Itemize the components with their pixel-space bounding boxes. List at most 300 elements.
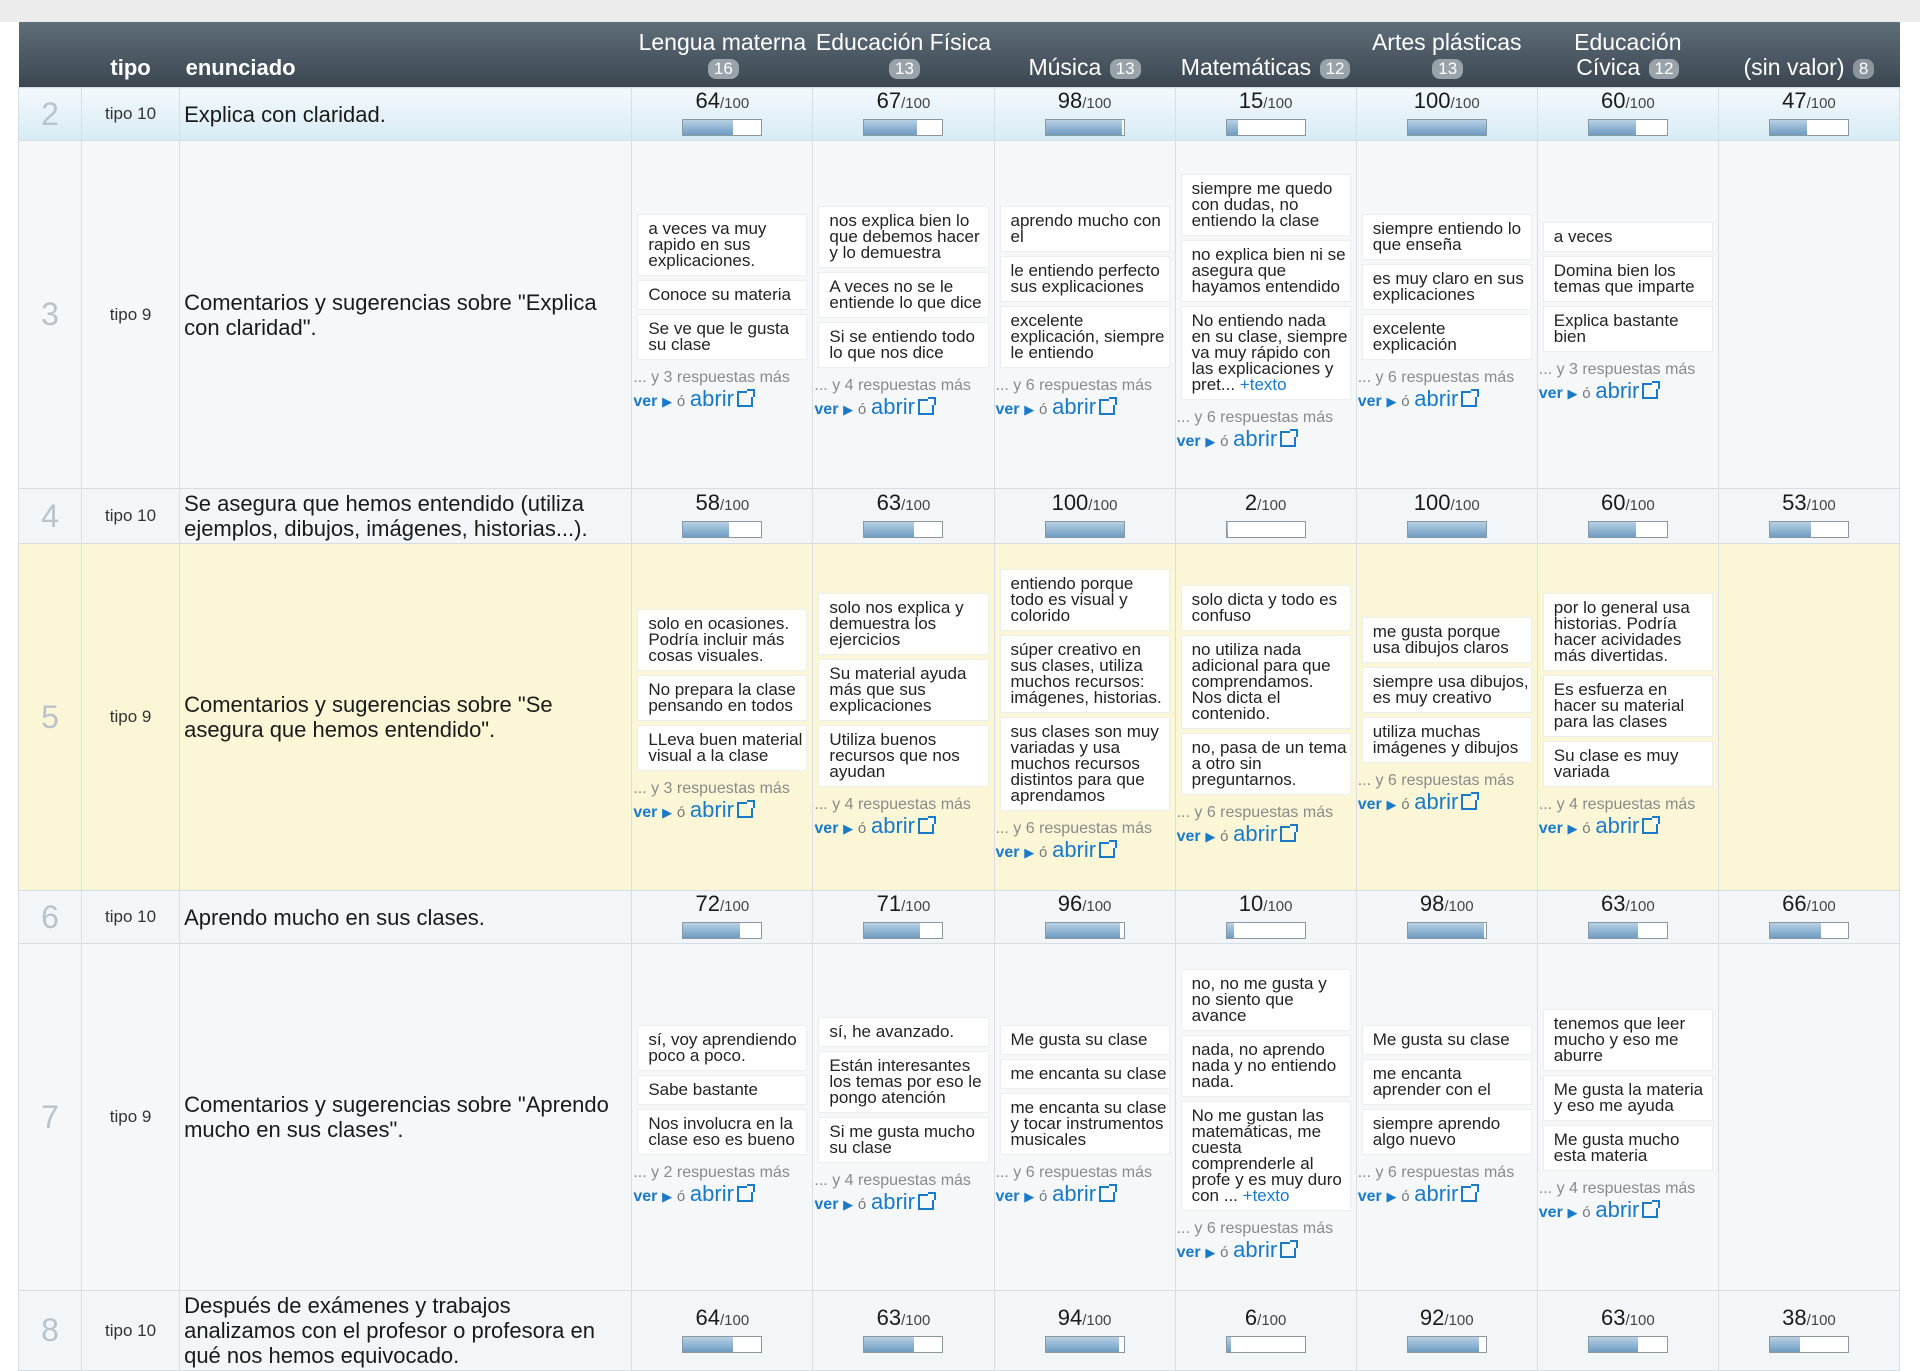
comment-text: Explica bastante bien	[1553, 311, 1679, 346]
abrir-link[interactable]: abrir	[689, 1180, 734, 1206]
comment-card	[1001, 257, 1169, 301]
comment-card	[819, 1118, 987, 1162]
score-bar	[863, 922, 943, 939]
header-subject-matematicas[interactable]	[1175, 22, 1356, 88]
comment-card	[638, 215, 806, 275]
score-number: 100	[1051, 490, 1089, 515]
score-cell	[1537, 891, 1718, 944]
header-subject-civica[interactable]	[1537, 22, 1718, 88]
comment-text: me encanta su clase y tocar instrumentos musicales	[1010, 1097, 1167, 1149]
external-link-icon[interactable]	[918, 399, 934, 415]
comment-text: siempre aprendo algo nuevo	[1372, 1113, 1501, 1149]
view-links	[1177, 427, 1356, 454]
view-links	[633, 387, 812, 414]
comment-card	[819, 273, 987, 317]
comment-text: me encanta su clase	[1010, 1063, 1167, 1083]
score-bar-fill	[864, 522, 913, 537]
comment-text: súper creativo en sus clases, utiliza muchos recursos: imágenes, historias.	[1010, 639, 1162, 707]
score-denominator: /100	[1444, 898, 1474, 915]
comments-cell	[1356, 141, 1537, 489]
play-triangle-icon[interactable]: ▶	[662, 394, 673, 409]
score-number: 71	[876, 891, 902, 916]
ver-link[interactable]: ver	[814, 401, 839, 418]
score-value	[1357, 492, 1537, 517]
abrir-link[interactable]: abrir	[1414, 1180, 1459, 1206]
score-bar-fill	[1408, 923, 1484, 938]
comment-text: LLeva buen material visual a la clase	[648, 729, 803, 765]
comment-card	[1544, 742, 1712, 786]
score-value	[995, 893, 1175, 918]
score-denominator: /100	[1257, 497, 1287, 514]
score-cell	[1718, 489, 1899, 544]
score-value	[995, 1304, 1175, 1332]
comment-text: Me gusta su clase	[1010, 1029, 1148, 1049]
header-tipo[interactable]: tipo	[82, 22, 180, 88]
ver-link[interactable]: ver	[1538, 385, 1563, 402]
ver-link[interactable]: ver	[633, 393, 658, 410]
ver-link[interactable]: ver	[1176, 433, 1201, 450]
score-bar-fill	[1589, 522, 1636, 537]
comment-card	[1182, 307, 1350, 399]
score-bar	[1769, 922, 1849, 939]
or-separator: ó	[1039, 401, 1048, 418]
header-subject-artes[interactable]	[1356, 22, 1537, 88]
header-subject-line	[1537, 55, 1718, 80]
score-denominator: /100	[1450, 497, 1480, 514]
play-triangle-icon[interactable]: ▶	[662, 804, 673, 820]
comment-text: solo en ocasiones. Podría incluir más cosas visuales.	[648, 613, 790, 665]
score-bar-fill	[683, 120, 733, 135]
comment-card	[638, 1026, 806, 1070]
score-bar-fill	[864, 120, 916, 135]
score-denominator: /100	[1450, 95, 1480, 112]
score-denominator: /100	[1082, 1311, 1112, 1329]
or-separator: ó	[1039, 843, 1048, 861]
external-link-icon[interactable]	[737, 802, 753, 818]
comment-text: Me gusta su clase	[1372, 1029, 1510, 1049]
comment-text: no utiliza nada adicional para que comprendamos. Nos dicta el contenido.	[1191, 639, 1331, 723]
more-text-link[interactable]: +texto	[1242, 1185, 1290, 1205]
header-subject-name-2: Cívica	[1576, 54, 1647, 80]
comment-text: utiliza muchas imágenes y dibujos	[1372, 721, 1519, 757]
header-enunciado[interactable]: enunciado	[180, 22, 632, 88]
table-row	[19, 944, 1900, 1291]
score-bar	[682, 521, 762, 538]
comment-card	[1363, 668, 1531, 712]
external-link-icon[interactable]	[1099, 842, 1115, 858]
abrir-link[interactable]: abrir	[1414, 386, 1459, 411]
score-cell	[1175, 489, 1356, 544]
row-tipo: tipo 9	[82, 141, 180, 489]
more-responses-count: ... y 6 respuestas más	[1357, 1163, 1515, 1181]
comment-card	[1363, 618, 1531, 662]
abrir-link[interactable]: abrir	[1233, 426, 1278, 451]
comment-card	[638, 1110, 806, 1154]
score-denominator: /100	[1806, 1311, 1836, 1329]
score-bar	[1045, 119, 1125, 136]
score-cell	[994, 1291, 1175, 1371]
comment-text: Me gusta mucho esta materia	[1553, 1129, 1680, 1165]
score-number: 92	[1419, 1304, 1445, 1330]
external-link-icon[interactable]	[1461, 794, 1477, 810]
abrir-link[interactable]: abrir	[1052, 394, 1097, 419]
play-triangle-icon[interactable]: ▶	[1205, 434, 1216, 449]
comment-text: Es esfuerza en hacer su material para las clases	[1553, 679, 1685, 731]
play-triangle-icon[interactable]: ▶	[662, 1188, 673, 1204]
comment-text: me encanta aprender con el	[1372, 1063, 1491, 1099]
play-triangle-icon[interactable]: ▶	[1024, 402, 1035, 417]
play-triangle-icon[interactable]: ▶	[1205, 1244, 1216, 1260]
score-cell	[1718, 1291, 1899, 1371]
score-value	[1357, 90, 1537, 115]
score-number: 58	[695, 490, 720, 515]
header-subject-line	[813, 55, 994, 80]
score-bar	[1769, 1336, 1849, 1353]
row-number: 2	[19, 88, 82, 141]
comments-cell	[1356, 944, 1537, 1291]
score-value	[1719, 893, 1899, 918]
header-subject-line	[1175, 55, 1356, 80]
external-link-icon[interactable]	[1280, 826, 1296, 842]
view-links	[814, 814, 993, 841]
abrir-link[interactable]: abrir	[1233, 1236, 1278, 1262]
score-bar	[863, 119, 943, 136]
row-enunciado: Se asegura que hemos entendido (utiliza ejemplos, dibujos, imágenes, historias...).	[180, 489, 632, 544]
table-row	[19, 544, 1900, 891]
comment-text: nos explica bien lo que debemos hacer y lo demuestra	[829, 211, 980, 262]
comment-text: nada, no aprendo nada y no entiendo nada.	[1191, 1039, 1337, 1091]
header-subject-sin-valor[interactable]	[1718, 22, 1899, 88]
response-count-badge: 13	[1432, 59, 1463, 79]
score-cell	[632, 891, 813, 944]
comment-card	[1544, 1126, 1712, 1170]
row-tipo: tipo 9	[82, 544, 180, 891]
comment-text: solo nos explica y demuestra los ejercicios	[829, 597, 964, 649]
score-bar	[1588, 119, 1668, 136]
comment-card	[1001, 1026, 1169, 1054]
row-enunciado: Después de exámenes y trabajos analizamos con el profesor o profesora en qué nos hemos equivocado.	[180, 1291, 632, 1371]
ver-link[interactable]: ver	[1176, 827, 1201, 845]
more-responses-count: ... y 6 respuestas más	[1176, 1219, 1334, 1237]
score-bar-fill	[1770, 1337, 1800, 1352]
score-value	[995, 492, 1175, 517]
header-subject-name: Música	[1028, 54, 1108, 80]
comment-text: siempre entiendo lo que enseña	[1372, 219, 1522, 254]
ver-link[interactable]: ver	[1176, 1243, 1201, 1261]
play-triangle-icon[interactable]: ▶	[1024, 844, 1035, 860]
comment-card	[1182, 636, 1350, 728]
score-denominator: /100	[720, 898, 750, 915]
abrir-link[interactable]: abrir	[689, 386, 734, 411]
comment-text: sí, he avanzado.	[829, 1021, 955, 1041]
header-subject-name: Lengua materna	[638, 29, 807, 55]
score-number: 38	[1782, 1304, 1807, 1330]
external-link-icon[interactable]	[737, 391, 753, 407]
row-number: 8	[19, 1291, 82, 1371]
more-responses-count: ... y 6 respuestas más	[995, 819, 1153, 837]
view-links	[1177, 822, 1356, 849]
external-link-icon[interactable]	[1280, 431, 1296, 447]
play-triangle-icon[interactable]: ▶	[1386, 1188, 1397, 1204]
table-row	[19, 1291, 1900, 1371]
score-number: 96	[1057, 891, 1083, 916]
response-count-badge: 12	[1649, 59, 1680, 79]
comment-text: Utiliza buenos recursos que nos ayudan	[829, 729, 960, 781]
comment-text: No prepara la clase pensando en todos	[648, 679, 796, 715]
comment-card	[638, 726, 806, 770]
response-count-badge: 8	[1853, 59, 1874, 79]
comment-card	[1001, 1094, 1169, 1154]
play-triangle-icon[interactable]: ▶	[1205, 828, 1216, 844]
comment-text: no explica bien ni se asegura que hayamos entendido	[1191, 245, 1346, 296]
abrir-link[interactable]: abrir	[1414, 788, 1459, 814]
score-denominator: /100	[1625, 898, 1655, 915]
score-cell	[813, 88, 994, 141]
abrir-link[interactable]: abrir	[870, 394, 915, 419]
row-enunciado: Aprendo mucho en sus clases.	[180, 891, 632, 944]
score-bar	[1226, 1336, 1306, 1353]
table-row	[19, 489, 1900, 544]
external-link-icon[interactable]	[1461, 391, 1477, 407]
comments-cell	[813, 544, 994, 891]
comments-cell	[632, 141, 813, 489]
external-link-icon[interactable]	[1280, 1242, 1296, 1258]
score-bar	[1407, 119, 1487, 136]
more-responses-count: ... y 6 respuestas más	[995, 1163, 1153, 1181]
header-subject-name: (sin valor)	[1743, 54, 1851, 80]
comment-text: Si se entiendo todo lo que nos dice	[829, 327, 975, 362]
score-cell	[813, 1291, 994, 1371]
comment-text: Nos involucra en la clase eso es bueno	[648, 1113, 795, 1149]
score-denominator: /100	[720, 1311, 750, 1329]
or-separator: ó	[1039, 1187, 1048, 1205]
row-enunciado: Explica con claridad.	[180, 88, 632, 141]
score-cell	[1537, 489, 1718, 544]
external-link-icon[interactable]	[1461, 1186, 1477, 1202]
more-responses-count: ... y 4 respuestas más	[814, 795, 971, 813]
view-links	[1358, 1182, 1537, 1209]
ver-link[interactable]: ver	[1538, 1203, 1563, 1221]
ver-link[interactable]: ver	[1357, 393, 1382, 410]
more-responses-count: ... y 6 respuestas más	[995, 377, 1153, 394]
comment-text: siempre usa dibujos, es muy creativo	[1372, 671, 1529, 707]
ver-link[interactable]: ver	[995, 1187, 1020, 1205]
view-links	[1177, 1238, 1356, 1265]
more-responses-count: ... y 4 respuestas más	[1538, 1179, 1696, 1197]
comment-card	[1544, 594, 1712, 670]
score-bar	[682, 119, 762, 136]
abrir-link[interactable]: abrir	[689, 796, 734, 822]
play-triangle-icon[interactable]: ▶	[1386, 394, 1397, 409]
or-separator: ó	[1401, 393, 1410, 410]
external-link-icon[interactable]	[1642, 383, 1658, 399]
ver-link[interactable]: ver	[633, 803, 658, 821]
play-triangle-icon[interactable]: ▶	[843, 1196, 854, 1212]
score-denominator: /100	[1082, 95, 1112, 112]
header-subject-line	[1718, 55, 1899, 80]
comment-card	[1363, 215, 1531, 259]
score-bar-fill	[1046, 1337, 1119, 1352]
comment-card	[819, 726, 987, 786]
play-triangle-icon[interactable]: ▶	[1567, 820, 1578, 836]
score-denominator: /100	[1806, 898, 1836, 915]
score-bar-fill	[1589, 1337, 1638, 1352]
score-number: 66	[1782, 891, 1807, 916]
score-number: 100	[1413, 490, 1451, 515]
comments-cell	[994, 141, 1175, 489]
comment-text: es muy claro en sus explicaciones	[1372, 269, 1524, 304]
score-bar-fill	[683, 1337, 733, 1352]
comment-text: Están interesantes los temas por eso le pongo atención	[829, 1055, 982, 1107]
score-cell	[632, 88, 813, 141]
header-row	[19, 22, 1900, 88]
score-bar-fill	[1408, 1337, 1480, 1352]
comment-text: No entiendo nada en su clase, siempre va muy rápido con las explicaciones y pret...	[1191, 311, 1348, 394]
comment-text: le entiendo perfecto sus explicaciones	[1010, 261, 1160, 296]
score-cell	[1356, 489, 1537, 544]
score-bar	[1407, 1336, 1487, 1353]
comment-card	[1001, 636, 1169, 712]
ver-link[interactable]: ver	[633, 1187, 658, 1205]
row-number: 6	[19, 891, 82, 944]
score-cell	[1718, 88, 1899, 141]
header-subject-line	[632, 55, 813, 80]
score-bar	[1045, 521, 1125, 538]
external-link-icon[interactable]	[1099, 399, 1115, 415]
view-links	[1539, 1198, 1718, 1225]
abrir-link[interactable]: abrir	[1595, 378, 1640, 403]
score-denominator: /100	[1806, 497, 1836, 514]
external-link-icon[interactable]	[737, 1186, 753, 1202]
score-value	[1719, 1304, 1899, 1332]
ver-link[interactable]: ver	[814, 1195, 839, 1213]
score-value	[813, 1304, 993, 1332]
score-value	[995, 90, 1175, 115]
abrir-link[interactable]: abrir	[1233, 820, 1278, 846]
ver-link[interactable]: ver	[1538, 819, 1563, 837]
more-text-link[interactable]: +texto	[1239, 375, 1287, 394]
comment-card	[1544, 1010, 1712, 1070]
comment-card	[1001, 307, 1169, 367]
score-value	[813, 90, 993, 115]
header-subject-lengua[interactable]	[632, 22, 813, 88]
score-cell	[1537, 88, 1718, 141]
external-link-icon[interactable]	[1642, 818, 1658, 834]
row-tipo: tipo 10	[82, 1291, 180, 1371]
header-subject-educacion-fisica[interactable]	[813, 22, 994, 88]
comment-text: Me gusta la materia y eso me ayuda	[1553, 1079, 1704, 1115]
comment-card	[1544, 223, 1712, 251]
or-separator: ó	[1401, 795, 1410, 813]
external-link-icon[interactable]	[1642, 1202, 1658, 1218]
play-triangle-icon[interactable]: ▶	[1024, 1188, 1035, 1204]
ver-link[interactable]: ver	[995, 843, 1020, 861]
score-bar-fill	[1046, 120, 1122, 135]
comment-card	[1001, 207, 1169, 251]
ver-link[interactable]: ver	[1357, 1187, 1382, 1205]
score-bar	[1407, 521, 1487, 538]
row-enunciado: Comentarios y sugerencias sobre "Explica con claridad".	[180, 141, 632, 489]
ver-link[interactable]: ver	[814, 819, 839, 837]
header-subject-name: Matemáticas	[1180, 54, 1318, 80]
score-bar-fill	[1770, 923, 1821, 938]
view-links	[996, 838, 1175, 865]
score-bar-fill	[1227, 1337, 1232, 1352]
score-bar	[1226, 922, 1306, 939]
external-link-icon[interactable]	[918, 1194, 934, 1210]
score-cell	[1718, 891, 1899, 944]
score-number: 72	[695, 891, 720, 916]
more-responses-count: ... y 4 respuestas más	[1538, 795, 1696, 813]
score-value	[1719, 492, 1899, 517]
abrir-link[interactable]: abrir	[870, 1188, 915, 1214]
comment-card	[1363, 315, 1531, 359]
comments-cell	[1718, 944, 1899, 1291]
ver-link[interactable]: ver	[1357, 795, 1382, 813]
comment-card	[638, 281, 806, 309]
comments-cell	[1537, 141, 1718, 489]
comments-cell	[813, 141, 994, 489]
play-triangle-icon[interactable]: ▶	[1567, 386, 1578, 401]
score-number: 47	[1782, 88, 1807, 113]
row-number: 5	[19, 544, 82, 891]
comments-cell	[994, 944, 1175, 1291]
score-value	[1176, 1304, 1356, 1332]
score-bar-fill	[1227, 522, 1229, 537]
external-link-icon[interactable]	[918, 818, 934, 834]
comment-card	[1182, 586, 1350, 630]
comment-card	[1182, 970, 1350, 1030]
abrir-link[interactable]: abrir	[1052, 836, 1097, 862]
play-triangle-icon[interactable]: ▶	[843, 402, 854, 417]
play-triangle-icon[interactable]: ▶	[1567, 1204, 1578, 1220]
table-row	[19, 88, 1900, 141]
play-triangle-icon[interactable]: ▶	[843, 820, 854, 836]
row-number: 4	[19, 489, 82, 544]
score-bar-fill	[1770, 120, 1807, 135]
score-bar	[1769, 521, 1849, 538]
abrir-link[interactable]: abrir	[1052, 1180, 1097, 1206]
comment-text: Domina bien los temas que imparte	[1553, 261, 1695, 296]
ver-link[interactable]: ver	[995, 401, 1020, 418]
row-number: 7	[19, 944, 82, 1291]
score-cell	[1175, 88, 1356, 141]
comment-text: solo dicta y todo es confuso	[1191, 589, 1338, 625]
row-tipo: tipo 10	[82, 88, 180, 141]
external-link-icon[interactable]	[1099, 1186, 1115, 1202]
results-table-container	[18, 22, 1900, 1371]
abrir-link[interactable]: abrir	[1595, 812, 1640, 838]
play-triangle-icon[interactable]: ▶	[1386, 796, 1397, 812]
abrir-link[interactable]: abrir	[1595, 1196, 1640, 1222]
comments-cell	[1537, 544, 1718, 891]
score-denominator: /100	[1625, 1311, 1655, 1329]
score-denominator: /100	[1806, 95, 1836, 112]
score-value	[1538, 90, 1718, 115]
score-value	[813, 893, 993, 918]
score-bar-fill	[864, 1337, 913, 1352]
comment-text: a veces va muy rapido en sus explicaciones.	[648, 219, 767, 270]
score-number: 53	[1782, 490, 1807, 515]
comment-text: A veces no se le entiende lo que dice	[829, 277, 982, 312]
score-cell	[1356, 88, 1537, 141]
comment-text: aprendo mucho con el	[1010, 211, 1161, 246]
abrir-link[interactable]: abrir	[870, 812, 915, 838]
comment-text: excelente explicación, siempre le entiendo	[1010, 311, 1165, 362]
comment-card	[1363, 718, 1531, 762]
score-bar-fill	[1046, 522, 1124, 537]
header-subject-musica[interactable]	[994, 22, 1175, 88]
